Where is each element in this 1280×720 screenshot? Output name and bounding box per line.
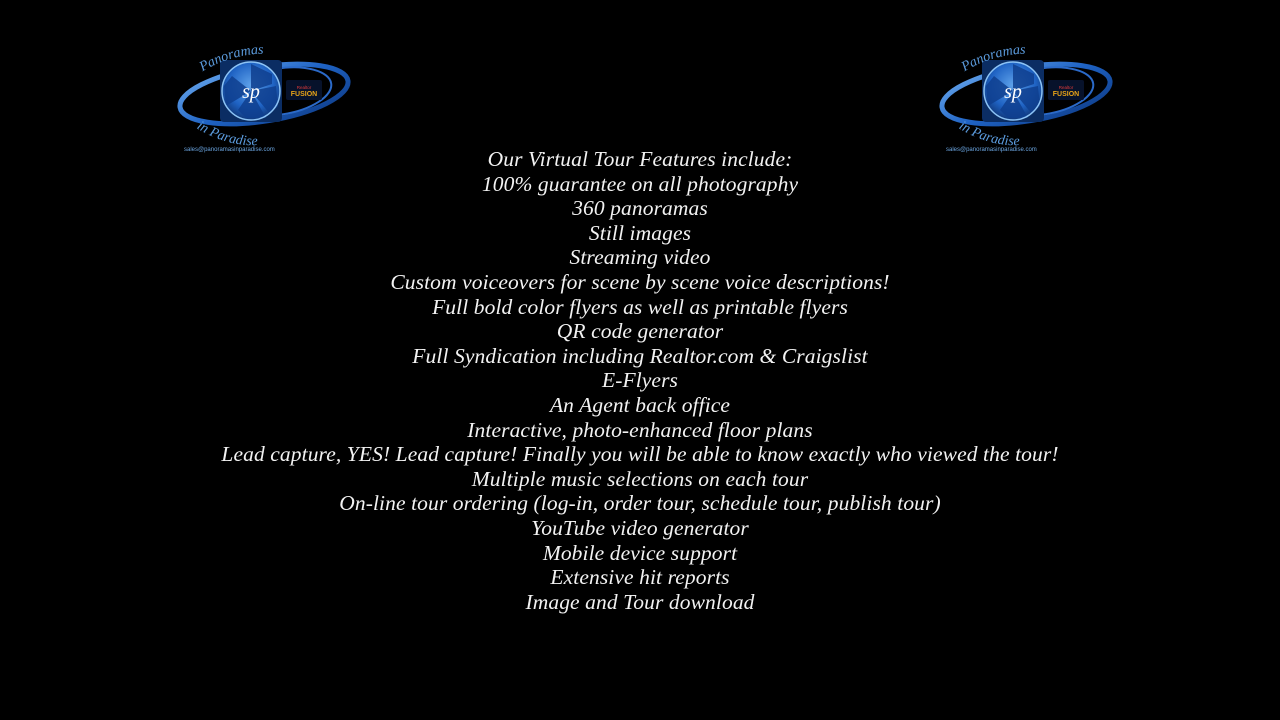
panoramas-in-paradise-logo-right	[938, 36, 1114, 156]
feature-item: Custom voiceovers for scene by scene voice descriptions!	[390, 269, 890, 294]
feature-item: YouTube video generator	[531, 515, 749, 540]
feature-item: E-Flyers	[601, 368, 679, 393]
svg-text:Realtor: Realtor	[1058, 85, 1074, 90]
feature-item: Interactive, photo-enhanced floor plans	[467, 417, 813, 442]
feature-item: An Agent back office	[549, 392, 731, 417]
features-list	[0, 147, 1280, 614]
feature-item: Lead capture, YES! Lead capture! Finally you will be able to know exactly who viewed the tour!	[221, 442, 1059, 467]
feature-item: Extensive hit reports	[550, 565, 730, 590]
svg-text:Panoramas: Panoramas	[959, 42, 1026, 75]
svg-text:sp: sp	[242, 81, 260, 103]
svg-text:in Paradise: in Paradise	[194, 118, 258, 150]
feature-item: Full bold color flyers as well as printable flyers	[432, 294, 848, 319]
feature-item: 360 panoramas	[572, 196, 708, 221]
svg-text:Panoramas: Panoramas	[197, 42, 264, 75]
feature-item: QR code generator	[556, 319, 724, 344]
feature-item: 100% guarantee on all photography	[481, 171, 799, 196]
svg-text:in Paradise: in Paradise	[956, 118, 1020, 150]
feature-item: Image and Tour download	[525, 589, 755, 614]
features-heading: Our Virtual Tour Features include:	[487, 147, 793, 171]
svg-text:sp: sp	[1004, 81, 1022, 103]
svg-text:Realtor: Realtor	[296, 85, 312, 90]
feature-item: Streaming video	[569, 245, 711, 270]
svg-text:sales@panoramasinparadise.com: sales@panoramasinparadise.com	[946, 147, 1037, 153]
feature-item: On-line tour ordering (log-in, order tour, schedule tour, publish tour)	[339, 491, 941, 516]
svg-text:FUSION: FUSION	[290, 91, 318, 98]
feature-item: Mobile device support	[542, 540, 738, 565]
feature-item: Full Syndication including Realtor.com & Craigslist	[412, 343, 868, 368]
feature-item: Still images	[588, 220, 692, 245]
svg-text:FUSION: FUSION	[1052, 91, 1080, 98]
panoramas-in-paradise-logo-left	[176, 36, 352, 156]
svg-text:sales@panoramasinparadise.com: sales@panoramasinparadise.com	[184, 147, 275, 153]
feature-item: Multiple music selections on each tour	[471, 466, 809, 491]
